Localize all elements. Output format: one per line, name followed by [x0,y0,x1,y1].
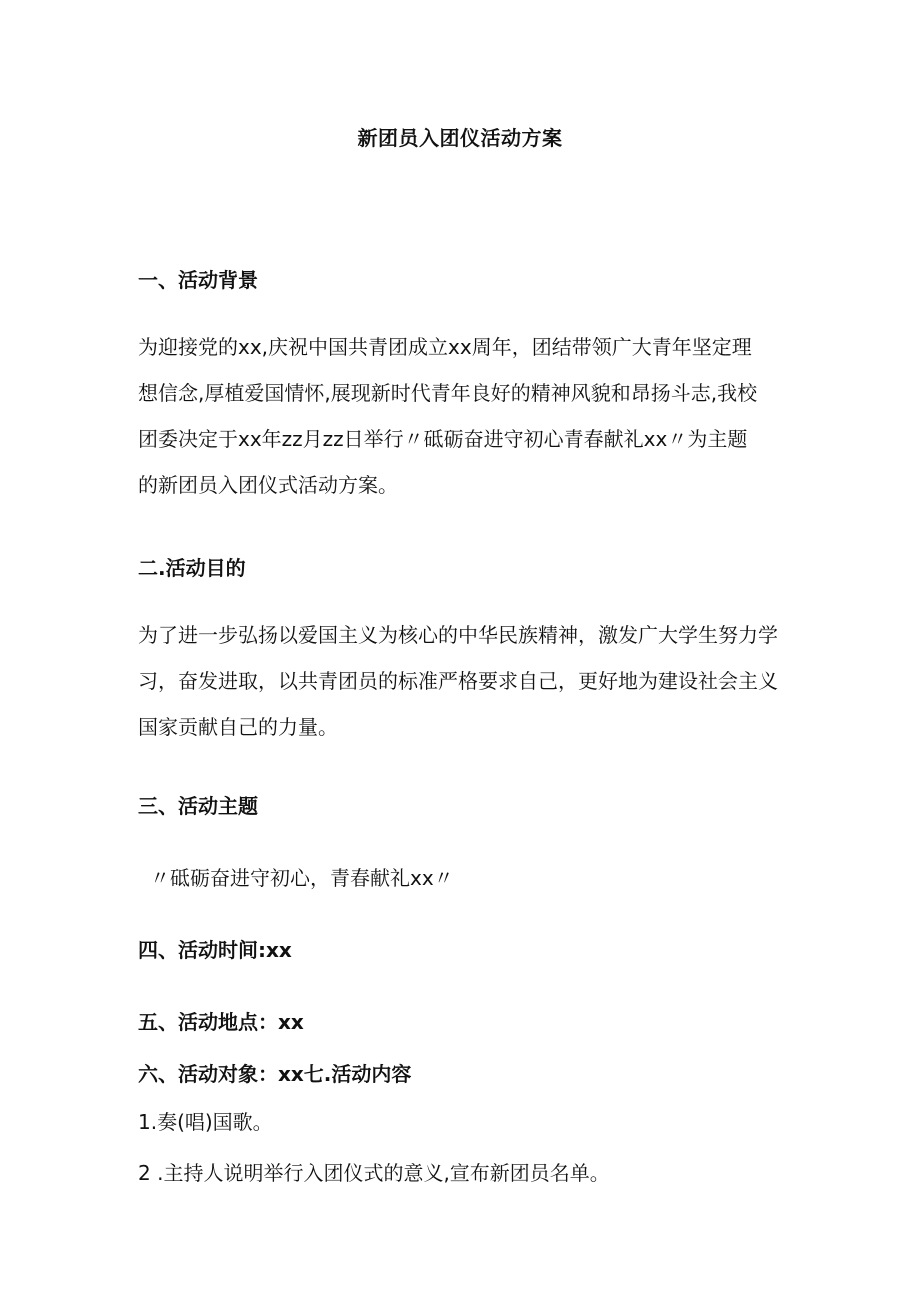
paragraph-line: 习，奋发进取，以共青团员的标准严格要求自己，更好地为建设社会主义 [138,669,778,693]
paragraph-line: 团委决定于xx年zz月zz日举行〃砥砺奋进守初心青春献礼xx〃为主题 [138,427,748,451]
paragraph-purpose [138,612,788,750]
content-item: 1.奏(唱)国歌。 [138,1110,273,1134]
theme-text: 〃砥砺奋进守初心，青春献礼xx〃 [150,866,454,890]
paragraph-line: 为了进一步弘扬以爱国主义为核心的中华民族精神，激发广大学生努力学 [138,623,778,647]
section-heading-purpose: 二.活动目的 [138,556,246,580]
paragraph-background [138,324,788,508]
section-heading-location: 五、活动地点：xx [138,1010,304,1034]
paragraph-line: 为迎接党的xx,庆祝中国共青团成立xx周年，团结带领广大青年坚定理 [138,335,752,359]
section-heading-theme: 三、活动主题 [138,794,258,818]
paragraph-line: 的新团员入团仪式活动方案。 [138,473,398,497]
content-item: 2 .主持人说明举行入团仪式的意义,宣布新团员名单。 [138,1161,610,1185]
section-heading-background: 一、活动背景 [138,268,258,292]
paragraph-line: 国家贡献自己的力量。 [138,715,338,739]
section-heading-audience-content: 六、活动对象：xx七.活动内容 [138,1062,412,1086]
section-heading-time: 四、活动时间:xx [138,938,292,962]
paragraph-line: 想信念,厚植爱国情怀,展现新时代青年良好的精神风貌和昂扬斗志,我校 [138,381,758,405]
document-title: 新团员入团仪活动方案 [357,126,563,150]
